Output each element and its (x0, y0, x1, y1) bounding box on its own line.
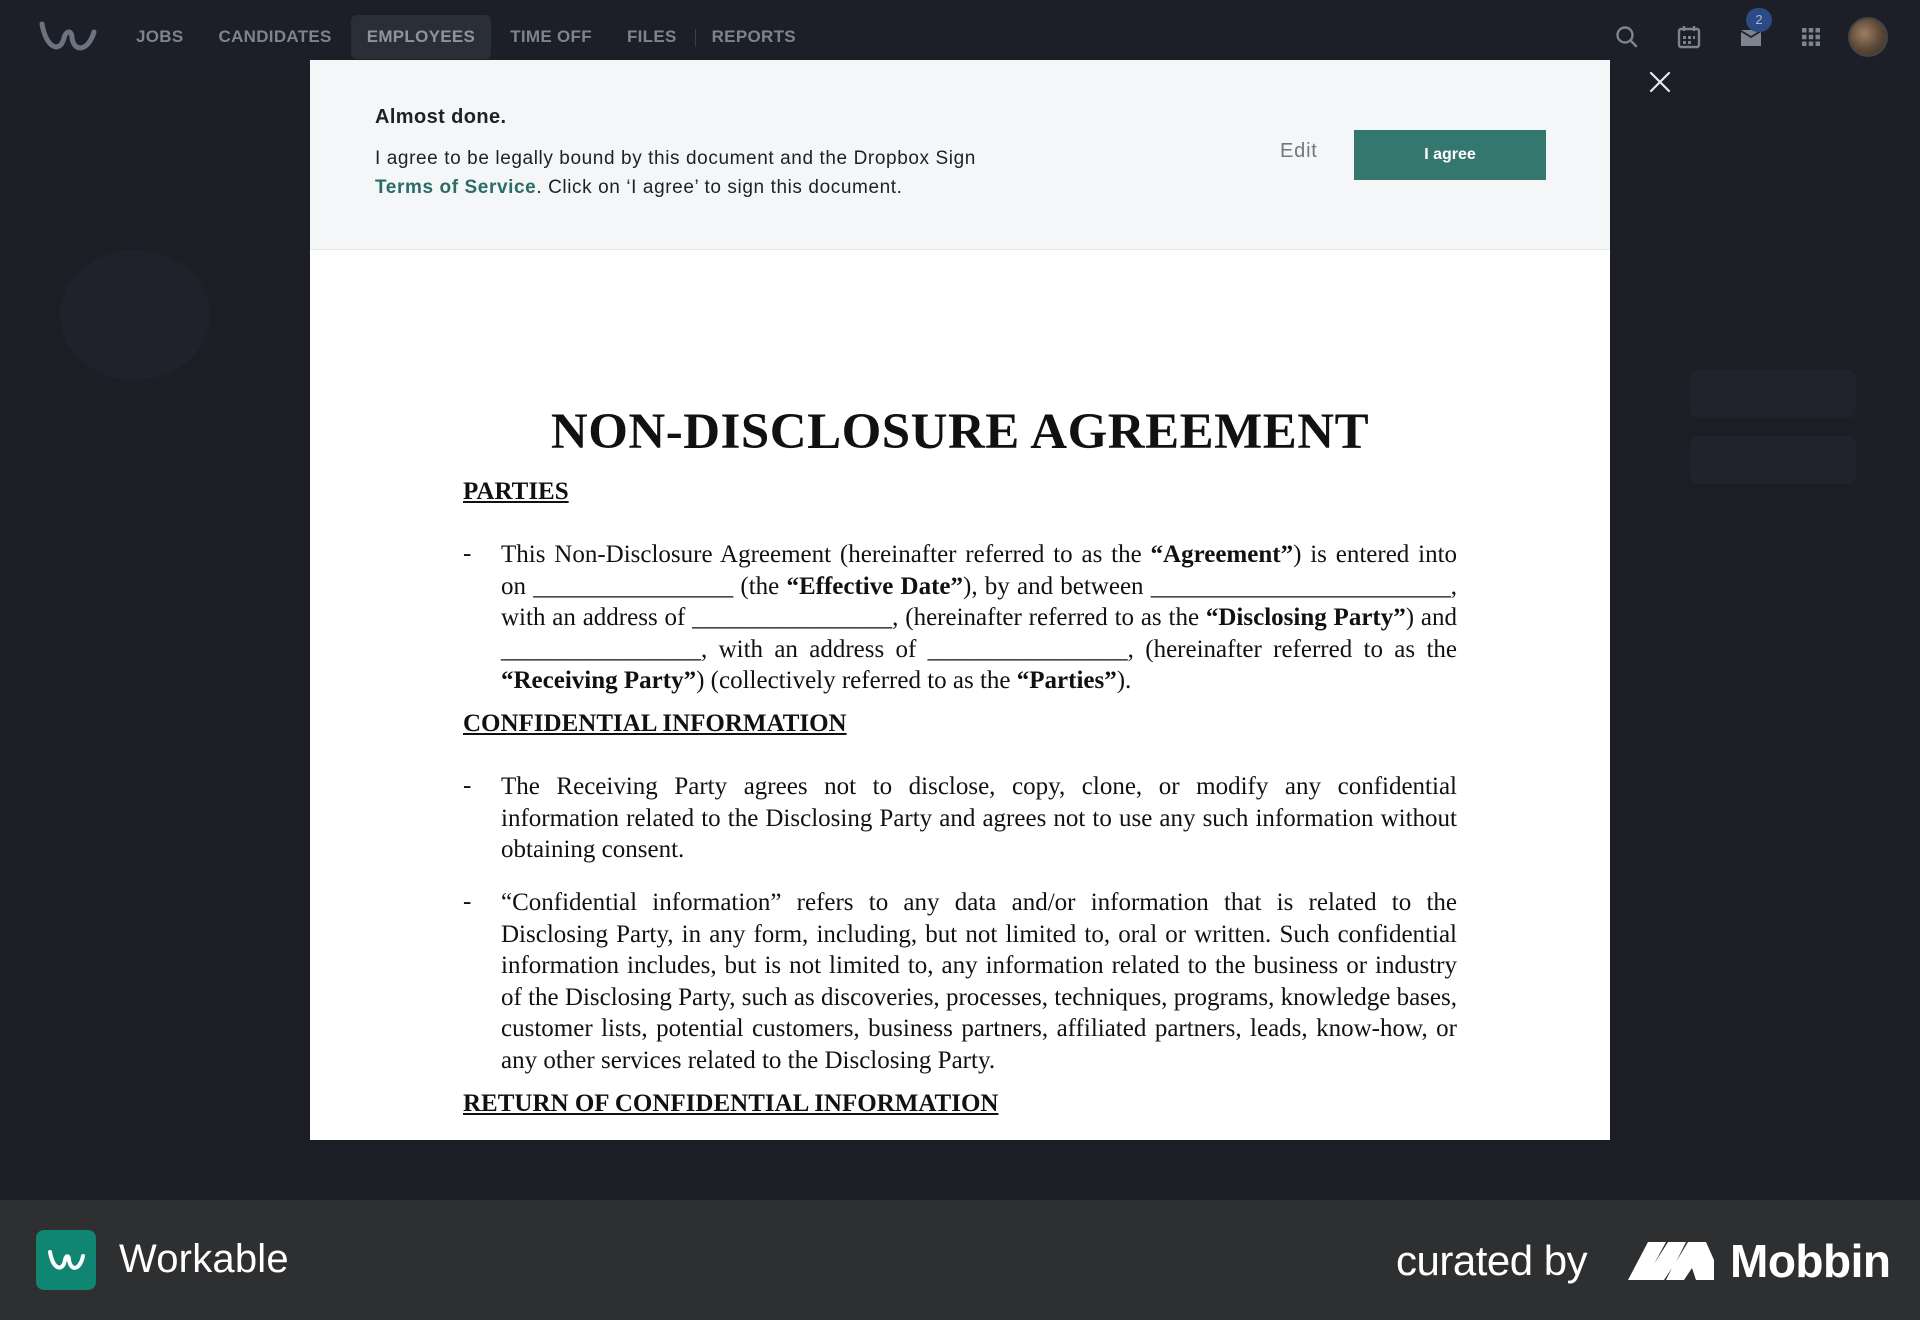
paragraph-text: ). (1116, 667, 1132, 695)
user-avatar[interactable] (1848, 17, 1888, 57)
sign-document-modal (310, 60, 1610, 1140)
nav-reports-label: REPORTS (711, 27, 796, 46)
attribution-footer (0, 1200, 1920, 1320)
mobbin-logo-icon (1626, 1238, 1716, 1282)
paragraph-term: “Effective Date” (786, 572, 964, 600)
apps-grid-icon[interactable] (1796, 22, 1826, 52)
background-element (60, 250, 210, 380)
paragraph-text: ) is entered into on ________________ (the (501, 541, 1458, 600)
terms-of-service-link[interactable]: Terms of Service (375, 177, 537, 198)
list-bullet: - (463, 540, 472, 567)
workable-logo-icon[interactable] (38, 18, 100, 56)
banner-text-part: I agree to be legally bound by this document and the Dropbox Sign (375, 148, 976, 169)
nav-files[interactable] (611, 15, 693, 59)
nav-reports[interactable] (696, 15, 812, 59)
section-heading-parties: PARTIES (463, 478, 569, 505)
nav-employees-label: EMPLOYEES (366, 27, 476, 46)
edit-button[interactable]: Edit (1280, 140, 1318, 162)
paragraph-text: ) (collectively referred to as the (696, 667, 1017, 695)
nav-candidates-label: CANDIDATES (218, 27, 332, 46)
nav-jobs-label: JOBS (136, 27, 184, 46)
curated-by-text: curated by (1396, 1237, 1588, 1284)
list-bullet: - (463, 772, 472, 799)
confidential-paragraph-1: The Receiving Party agrees not to disclose, copy, clone, or modify any confidential information related to the Disclosing Party and agrees not to use any such information without obtaining consent. (501, 773, 1457, 864)
nav-time-off[interactable] (494, 15, 608, 59)
paragraph-term: “Receiving Party” (501, 667, 697, 695)
banner-title: Almost done. (375, 106, 507, 128)
nav-tabs (120, 15, 815, 59)
workable-w-icon (36, 1230, 96, 1290)
banner-text (375, 144, 1095, 202)
i-agree-button[interactable]: I agree (1354, 130, 1546, 180)
nav-files-label: FILES (626, 27, 677, 46)
paragraph-term: “Disclosing Party” (1205, 604, 1406, 632)
parties-paragraph (501, 539, 1457, 697)
nav-employees[interactable] (351, 15, 492, 59)
calendar-icon[interactable] (1674, 22, 1704, 52)
section-heading-confidential: CONFIDENTIAL INFORMATION (463, 710, 847, 737)
background-element (1690, 436, 1856, 484)
paragraph-term: “Agreement” (1150, 541, 1294, 568)
app-name: Workable (119, 1237, 289, 1281)
confidential-paragraph-2: “Confidential information” refers to any data and/or information that is related to the Disclosing Party, in any form, including, but not limited to, oral or written. Such confidential information includes, but is not limited to, any information related to the business or industry of the Disclosing Party, such as discoveries, processes, techniques, programs, knowledge bases, customer lists, potential customers, business partners, affiliated partners, leads, know-how, or any other services related to the Disclosing Party. (501, 889, 1457, 1074)
agreement-banner (310, 60, 1610, 250)
close-icon[interactable] (1642, 64, 1678, 100)
nav-candidates[interactable] (203, 15, 348, 59)
banner-text-part: . Click on ‘I agree’ to sign this document. (536, 177, 903, 198)
background-element (1690, 370, 1856, 418)
paragraph-text: This Non-Disclosure Agreement (hereinafter referred to as the (501, 541, 1151, 568)
list-bullet: - (463, 888, 472, 915)
workable-app-icon (36, 1230, 96, 1290)
nav-jobs[interactable] (120, 15, 200, 59)
document-title: NON-DISCLOSURE AGREEMENT (550, 404, 1370, 460)
section-heading-return: RETURN OF CONFIDENTIAL INFORMATION (463, 1090, 999, 1117)
paragraph-text: ) and ________________, with an address of ________________, (hereinafter referred to as the (501, 604, 1458, 663)
nav-time-off-label: TIME OFF (510, 27, 592, 46)
paragraph-text: ), by and between ________________________, with an address of ________________, (hereinafter referred to as the (501, 572, 1457, 632)
paragraph-term: “Parties” (1016, 667, 1117, 695)
brand-name: Mobbin (1730, 1235, 1891, 1287)
search-icon[interactable] (1612, 22, 1642, 52)
inbox-badge: 2 (1746, 8, 1772, 32)
